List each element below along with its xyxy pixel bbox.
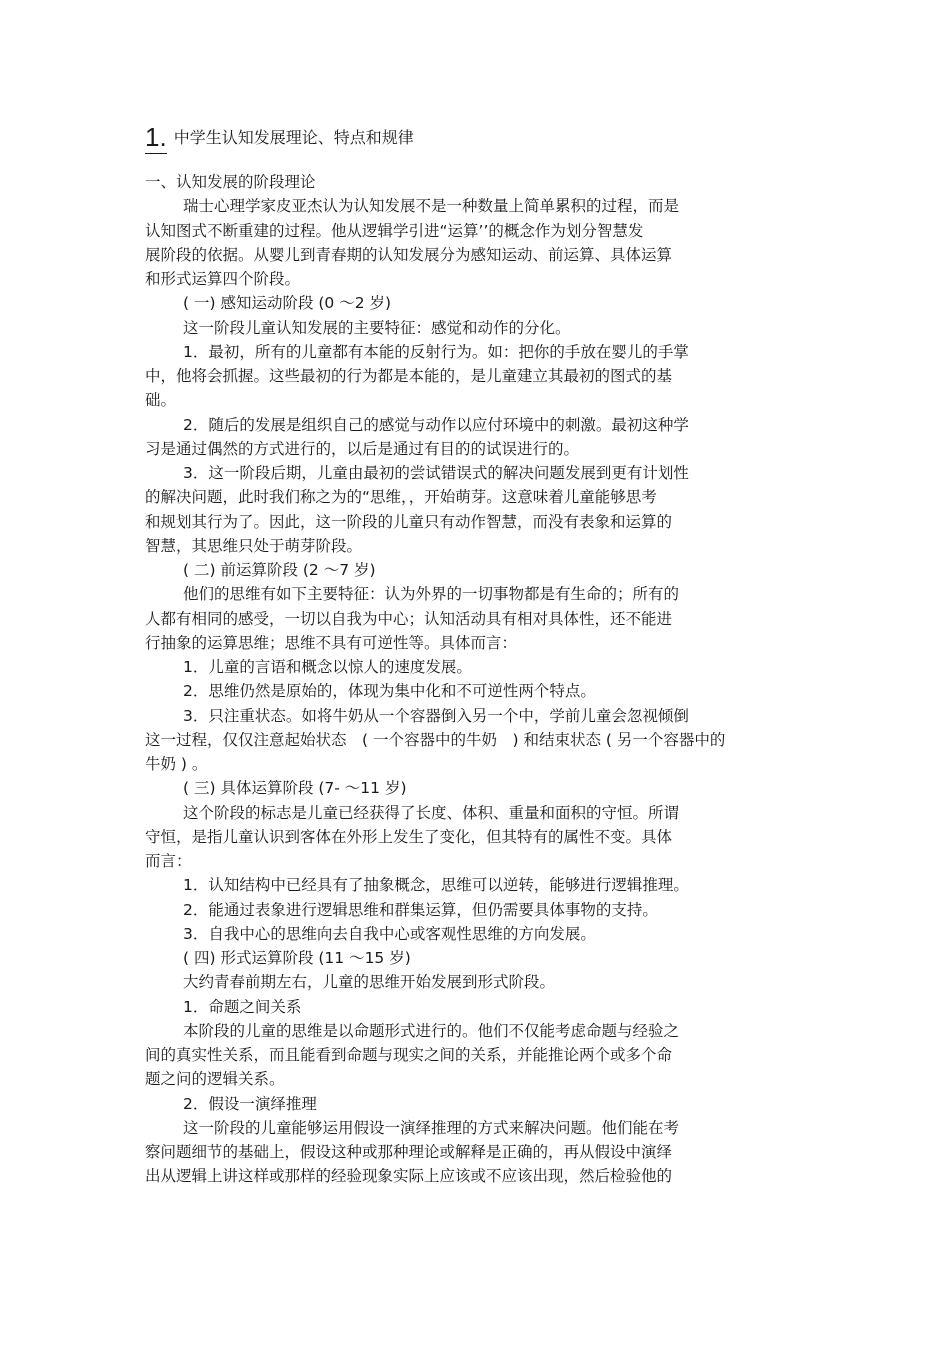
text-line: 间的真实性关系，而且能看到命题与现实之间的关系，并能推论两个或多个命 bbox=[145, 1046, 673, 1064]
text-line: 他们的思维有如下主要特征：认为外界的一切事物都是有生命的；所有的 bbox=[183, 585, 680, 604]
text-line: 1．认知结构中已经具有了抽象概念，思维可以逆转，能够进行逻辑推理。 bbox=[183, 876, 689, 895]
text-line: 牛奶 ) 。 bbox=[145, 755, 208, 773]
text-line: 本阶段的儿童的思维是以命题形式进行的。他们不仅能考虑命题与经验之 bbox=[183, 1021, 680, 1040]
text-line: 2．随后的发展是组织自己的感觉与动作以应付环境中的刺激。最初这种学 bbox=[183, 415, 689, 434]
text-line: 这一过程，仅仅注意起始状态 ( 一个容器中的牛奶 ) 和结束状态 ( 另一个容器中的 bbox=[145, 730, 726, 749]
text-line: 一、认知发展的阶段理论 bbox=[145, 173, 316, 191]
text-line: 这一阶段儿童认知发展的主要特征：感觉和动作的分化。 bbox=[183, 318, 571, 337]
text-line: 1．儿童的言语和概念以惊人的速度发展。 bbox=[183, 658, 472, 676]
text-line: 展阶段的依据。从婴儿到青春期的认知发展分为感知运动、前运算、具体运算 bbox=[145, 245, 673, 264]
title-text: 中学生认知发展理论、特点和规律 bbox=[173, 128, 414, 147]
text-line: 题之问的逻辑关系。 bbox=[145, 1070, 285, 1089]
text-line: 而言： bbox=[145, 852, 192, 870]
text-line: 智慧，其思维只处于萌芽阶段。 bbox=[145, 536, 363, 555]
text-line: ( 三) 具体运算阶段 (7- ～11 岁) bbox=[183, 779, 407, 798]
text-line: 2．假设一演绎推理 bbox=[183, 1094, 317, 1113]
text-line: ( 二) 前运算阶段 (2 ～7 岁) bbox=[183, 561, 376, 579]
text-line: 大约青春前期左右，儿童的思维开始发展到形式阶段。 bbox=[183, 973, 556, 992]
text-line: 认知图式不断重建的过程。他从逻辑学引进“运算’’的概念作为划分智慧发 bbox=[145, 221, 644, 240]
document-title bbox=[145, 122, 414, 153]
text-line: 中，他将会抓握。这些最初的行为都是本能的，是儿童建立其最初的图式的基 bbox=[145, 367, 673, 385]
text-line: 1．最初，所有的儿童都有本能的反射行为。如：把你的手放在婴儿的手掌 bbox=[183, 342, 689, 361]
text-line: 这一阶段的儿童能够运用假设一演绎推理的方式来解决问题。他们能在考 bbox=[183, 1118, 680, 1137]
text-line: 2．思维仍然是原始的，体现为集中化和不可逆性两个特点。 bbox=[183, 682, 596, 701]
title-number: 1. bbox=[145, 122, 167, 152]
text-line: 础。 bbox=[145, 391, 177, 410]
text-line: 3．自我中心的思维向去自我中心或客观性思维的方向发展。 bbox=[183, 924, 596, 943]
document-body bbox=[145, 170, 805, 1189]
text-line: 守恒，是指儿童认识到客体在外形上发生了变化，但其特有的属性不变。具体 bbox=[145, 827, 673, 846]
text-line: 行抽象的运算思维；思维不具有可逆性等。具体而言： bbox=[145, 633, 518, 652]
text-line: ( 四) 形式运算阶段 (11 ～15 岁) bbox=[183, 949, 411, 967]
text-line: 和形式运算四个阶段。 bbox=[145, 270, 301, 288]
text-line: 1．命题之间关系 bbox=[183, 997, 302, 1016]
text-line: 这个阶段的标志是儿童已经获得了长度、体积、重量和面积的守恒。所谓 bbox=[183, 803, 680, 822]
text-line: 的解决问题，此时我们称之为的“思维，，开始萌芽。这意味着儿童能够思考 bbox=[145, 488, 657, 507]
text-line: ( 一) 感知运动阶段 (0 ～2 岁) bbox=[183, 294, 392, 313]
text-line: 出从逻辑上讲这样或那样的经验现象实际上应该或不应该出现，然后检验他的 bbox=[145, 1167, 673, 1186]
text-line: 察问题细节的基础上，假设这种或那种理论或解释是正确的，再从假设中演绎 bbox=[145, 1143, 673, 1161]
text-line: 3．只注重状态。如将牛奶从一个容器倒入另一个中，学前儿童会忽视倾倒 bbox=[183, 706, 689, 725]
text-line: 2．能通过表象进行逻辑思维和群集运算，但仍需要具体事物的支持。 bbox=[183, 900, 658, 919]
text-line: 和规划其行为了。因此，这一阶段的儿童只有动作智慧，而没有表象和运算的 bbox=[145, 512, 673, 531]
text-line: 人都有相同的感受，一切以自我为中心；认知活动具有相对具体性，还不能进 bbox=[145, 609, 673, 628]
text-line: 瑞士心理学家皮亚杰认为认知发展不是一种数量上简单累积的过程，而是 bbox=[183, 197, 680, 216]
text-line: 3．这一阶段后期，儿童由最初的尝试错误式的解决问题发展到更有计划性 bbox=[183, 464, 689, 482]
text-line: 习是通过偶然的方式进行的，以后是通过有目的的试误进行的。 bbox=[145, 439, 580, 458]
